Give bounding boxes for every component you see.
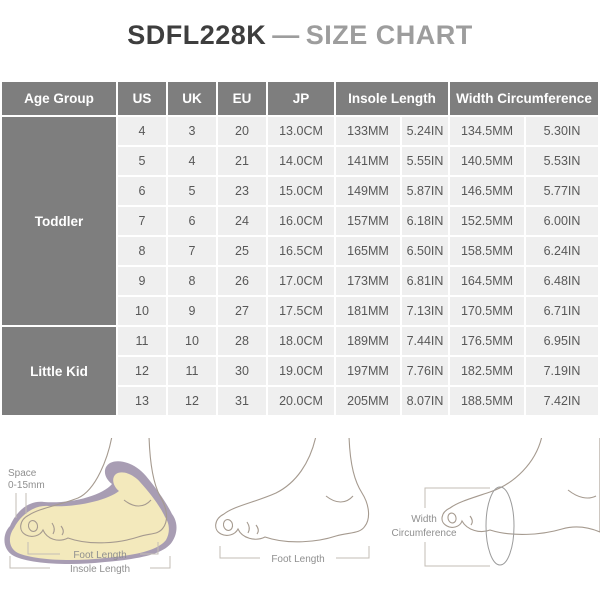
toe-nail <box>222 519 233 532</box>
size-cell: 26 <box>218 267 266 295</box>
size-cell: 6.95IN <box>526 327 598 355</box>
header-row <box>2 82 598 115</box>
size-cell: 165MM <box>336 237 400 265</box>
size-cell: 20 <box>218 117 266 145</box>
size-cell: 17.0CM <box>268 267 334 295</box>
foot-length-diagram <box>198 438 398 598</box>
size-cell: 14.0CM <box>268 147 334 175</box>
size-cell: 6.71IN <box>526 297 598 325</box>
size-cell: 5.55IN <box>402 147 448 175</box>
size-cell: 7 <box>168 237 216 265</box>
size-cell: 6.81IN <box>402 267 448 295</box>
size-cell: 4 <box>168 147 216 175</box>
size-cell: 152.5MM <box>450 207 524 235</box>
size-cell: 188.5MM <box>450 387 524 415</box>
size-cell: 18.0CM <box>268 327 334 355</box>
size-cell: 24 <box>218 207 266 235</box>
size-cell: 8 <box>168 267 216 295</box>
circumference-band <box>486 487 514 565</box>
size-cell: 7 <box>118 207 166 235</box>
size-cell: 182.5MM <box>450 357 524 385</box>
table-row <box>2 117 598 145</box>
size-cell: 205MM <box>336 387 400 415</box>
size-cell: 30 <box>218 357 266 385</box>
width-circumference-diagram <box>390 438 600 598</box>
size-cell: 28 <box>218 327 266 355</box>
title-text: SIZE CHART <box>305 20 473 50</box>
size-cell: 173MM <box>336 267 400 295</box>
table-row <box>2 327 598 355</box>
size-cell: 13 <box>118 387 166 415</box>
bare-foot-illustration <box>198 438 398 598</box>
size-cell: 189MM <box>336 327 400 355</box>
size-cell: 149MM <box>336 177 400 205</box>
size-cell: 31 <box>218 387 266 415</box>
foot-length-label: Foot Length <box>73 550 127 561</box>
size-cell: 176.5MM <box>450 327 524 355</box>
size-cell: 16.0CM <box>268 207 334 235</box>
size-cell: 6 <box>118 177 166 205</box>
size-cell: 7.44IN <box>402 327 448 355</box>
size-cell: 8.07IN <box>402 387 448 415</box>
size-cell: 11 <box>118 327 166 355</box>
col-header-age-group: Age Group <box>2 82 116 115</box>
size-cell: 10 <box>118 297 166 325</box>
size-cell: 133MM <box>336 117 400 145</box>
size-cell: 20.0CM <box>268 387 334 415</box>
title-divider: — <box>272 20 300 50</box>
page-title <box>0 0 600 51</box>
size-cell: 12 <box>118 357 166 385</box>
foot-length-label: Foot Length <box>271 554 325 565</box>
size-cell: 5.77IN <box>526 177 598 205</box>
size-cell: 164.5MM <box>450 267 524 295</box>
size-cell: 6.50IN <box>402 237 448 265</box>
size-cell: 134.5MM <box>450 117 524 145</box>
col-header-insole-length: Insole Length <box>336 82 448 115</box>
toe-nail <box>447 512 457 524</box>
col-header-uk: UK <box>168 82 216 115</box>
size-cell: 146.5MM <box>450 177 524 205</box>
size-table <box>0 80 600 417</box>
width-label: Width <box>411 514 437 525</box>
size-cell: 19.0CM <box>268 357 334 385</box>
circumference-label: Circumference <box>391 528 457 539</box>
space-label: Space <box>8 468 37 479</box>
shoe-fit-illustration <box>0 438 200 598</box>
size-cell: 27 <box>218 297 266 325</box>
foot-shape <box>442 438 600 534</box>
toe-crease <box>470 516 472 525</box>
size-cell: 21 <box>218 147 266 175</box>
size-cell: 7.19IN <box>526 357 598 385</box>
table-header <box>2 82 598 115</box>
size-cell: 12 <box>168 387 216 415</box>
size-cell: 15.0CM <box>268 177 334 205</box>
col-header-us: US <box>118 82 166 115</box>
size-cell: 3 <box>168 117 216 145</box>
width-bracket <box>425 488 490 566</box>
size-table-body <box>2 117 598 415</box>
shoe-fit-diagram <box>0 438 200 598</box>
size-cell: 181MM <box>336 297 400 325</box>
age-group-cell: Little Kid <box>2 327 116 415</box>
size-cell: 25 <box>218 237 266 265</box>
size-cell: 6 <box>168 207 216 235</box>
ankle-crease <box>568 490 596 498</box>
size-cell: 5 <box>168 177 216 205</box>
size-cell: 6.18IN <box>402 207 448 235</box>
size-cell: 17.5CM <box>268 297 334 325</box>
toe-crease <box>247 522 249 533</box>
size-cell: 7.13IN <box>402 297 448 325</box>
size-cell: 197MM <box>336 357 400 385</box>
size-cell: 5 <box>118 147 166 175</box>
toe-crease <box>256 525 258 534</box>
measurement-diagrams <box>0 438 600 600</box>
size-cell: 5.87IN <box>402 177 448 205</box>
size-cell: 141MM <box>336 147 400 175</box>
space-range-label: 0-15mm <box>8 480 45 491</box>
col-header-width-circumference: Width Circumference <box>450 82 598 115</box>
size-cell: 16.5CM <box>268 237 334 265</box>
size-cell: 13.0CM <box>268 117 334 145</box>
size-cell: 5.53IN <box>526 147 598 175</box>
size-cell: 9 <box>168 297 216 325</box>
size-cell: 5.24IN <box>402 117 448 145</box>
col-header-jp: JP <box>268 82 334 115</box>
model-number: SDFL228K <box>127 20 267 50</box>
col-header-eu: EU <box>218 82 266 115</box>
size-cell: 4 <box>118 117 166 145</box>
insole-length-label: Insole Length <box>69 564 131 575</box>
size-cell: 23 <box>218 177 266 205</box>
size-cell: 6.00IN <box>526 207 598 235</box>
width-foot-illustration <box>390 438 600 598</box>
size-cell: 10 <box>168 327 216 355</box>
ankle-crease <box>326 496 353 502</box>
size-cell: 8 <box>118 237 166 265</box>
foot-shape <box>216 438 369 542</box>
size-cell: 9 <box>118 267 166 295</box>
size-cell: 157MM <box>336 207 400 235</box>
size-cell: 6.24IN <box>526 237 598 265</box>
size-cell: 5.30IN <box>526 117 598 145</box>
size-cell: 170.5MM <box>450 297 524 325</box>
size-cell: 11 <box>168 357 216 385</box>
size-cell: 140.5MM <box>450 147 524 175</box>
size-cell: 7.42IN <box>526 387 598 415</box>
age-group-cell: Toddler <box>2 117 116 325</box>
size-cell: 7.76IN <box>402 357 448 385</box>
size-cell: 6.48IN <box>526 267 598 295</box>
size-cell: 158.5MM <box>450 237 524 265</box>
